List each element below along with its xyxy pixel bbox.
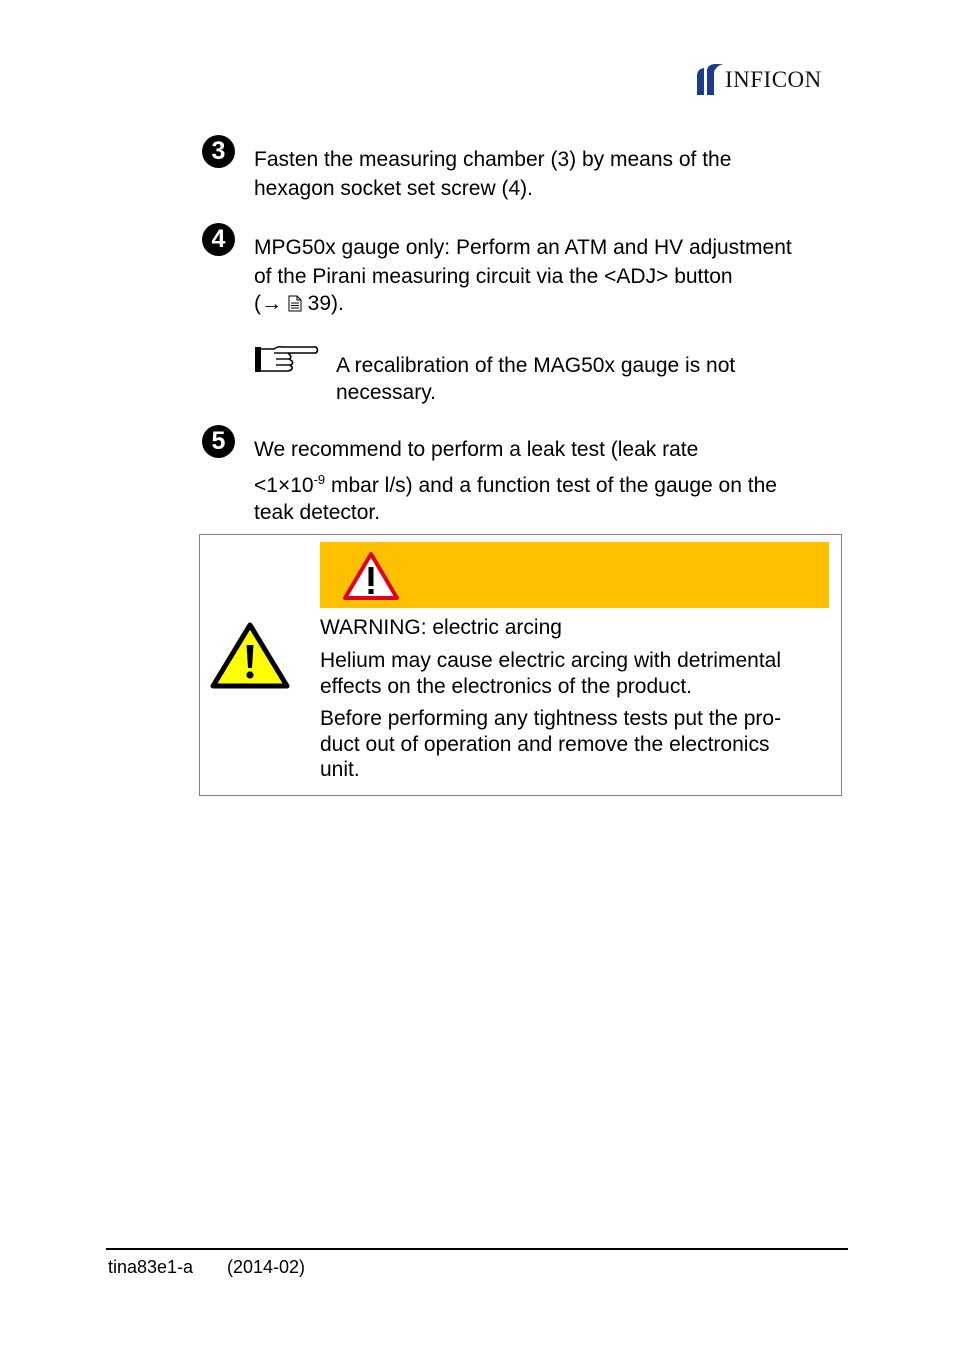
step-line: Fasten the measuring chamber (3) by means of the <box>254 148 732 171</box>
step-line: of the Pirani measuring circuit via the <ADJ> button <box>254 265 733 288</box>
note-line: necessary. <box>336 381 436 404</box>
warning-line: Helium may cause electric arcing with detrimental <box>320 649 782 672</box>
document-id: tina83e1-a <box>108 1257 194 1277</box>
exponent: -9 <box>313 472 326 487</box>
page-number: 39 <box>307 292 332 315</box>
warning-title: WARNING: electric arcing <box>320 616 562 639</box>
warning-banner <box>320 542 829 608</box>
step-number: 3 <box>202 135 235 168</box>
pointing-hand-icon <box>254 344 320 376</box>
note-line: A recalibration of the MAG50x gauge is not <box>336 354 736 377</box>
step-line: MPG50x gauge only: Perform an ATM and HV adjustment <box>254 236 792 259</box>
footer-rule <box>106 1248 848 1250</box>
step-line: $<1\times 10^{-9}$ mbar l/s) and a function test of the gauge on the <box>254 472 777 497</box>
brand-name: INFICON <box>725 66 822 92</box>
warning-paragraph-1 <box>320 648 825 700</box>
inficon-logo <box>694 62 822 96</box>
step-line: We recommend to perform a leak test (leak rate <box>254 438 699 461</box>
document-date: (2014-02) <box>227 1257 306 1277</box>
step-number: 4 <box>202 223 235 256</box>
warning-line: duct out of operation and remove the electronics <box>320 732 770 756</box>
step-number: 5 <box>202 425 235 458</box>
step-line: hexagon socket set screw (4). <box>254 177 533 200</box>
warning-line: Before performing any tightness tests put the pro- <box>320 707 782 730</box>
page-icon <box>288 295 302 312</box>
warning-triangle-red-icon <box>342 551 400 601</box>
inficon-logo-mark-icon <box>694 62 724 96</box>
page-reference[interactable]: (→ 39). <box>254 292 344 315</box>
step-line: teak detector. <box>254 501 381 524</box>
note-text <box>336 352 806 406</box>
warning-line: unit. <box>320 758 360 781</box>
warning-line: effects on the electronics of the product. <box>320 675 693 698</box>
warning-box <box>199 534 842 796</box>
step-text <box>254 233 844 317</box>
warning-paragraph-2 <box>320 706 825 783</box>
step-text <box>254 435 844 525</box>
step-text <box>254 145 844 203</box>
warning-triangle-yellow-icon <box>210 621 290 689</box>
